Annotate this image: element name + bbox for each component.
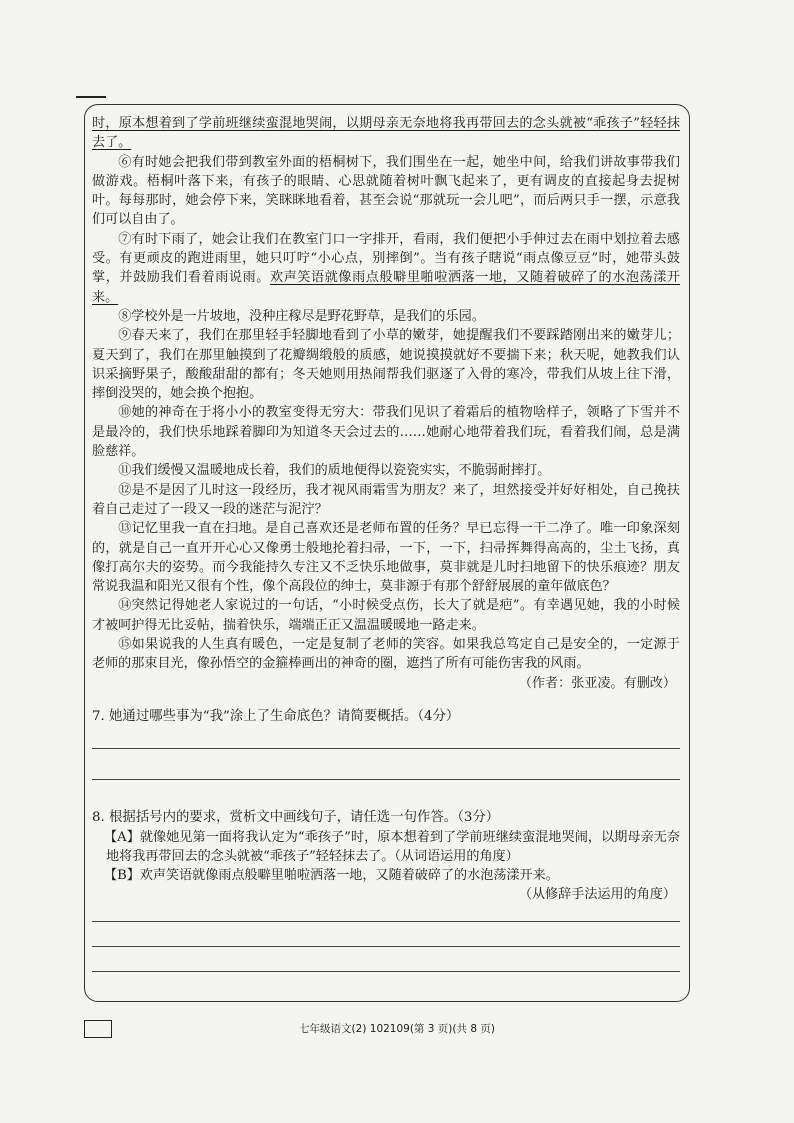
answer-line[interactable] — [92, 971, 680, 972]
paragraph-13: ⑬记忆里我一直在扫地。是自己喜欢还是老师布置的任务？早已忘得一干二净了。唯一印象深刻的，就是自己一直开开心心又像勇士般地抡着扫帚，一下，一下，扫帚挥舞得高高的，尘土飞扬，真像打高尔夫的姿势。而今我能持久专注又不乏快乐地做事，莫非就是儿时扫地留下的快乐痕迹？朋友常说我温和阳光又很有个性，像个高段位的绅士，莫非源于有那个舒舒展展的童年做底色？ — [92, 521, 680, 595]
question-8-option-b-note: （从修辞手法运用的角度） — [518, 887, 676, 903]
paragraph-12: ⑫是不是因了儿时这一段经历，我才视风雨霜雪为朋友？来了，坦然接受并好好相处，自己挽扶着自己走过了一段又一段的迷茫与泥泞？ — [92, 482, 680, 517]
question-8-option-b: 【B】欢声笑语就像雨点般噼里啪啦洒落一地，又随着破碎了的水泡荡漾开来。 — [104, 868, 559, 884]
paragraph-8: ⑧学校外是一片坡地，没种庄稼尽是野花野草，是我们的乐园。 — [118, 308, 485, 324]
question-8-option-a: 【A】就像她见第一面将我认定为“乖孩子”时，原本想着到了学前班继续蛮混地哭闹，以期母亲无奈地将我再带回去的念头就被“乖孩子”轻轻抹去了。（从词语运用的角度） — [104, 829, 680, 864]
author-credit: （作者：张亚凌。有删改） — [518, 675, 676, 691]
paragraph-15: ⑮如果说我的人生真有暖色，一定是复制了老师的笑容。如果我总笃定自己是安全的，一定源于老师的那束目光，像孙悟空的金箍棒画出的神奇的圈，遮挡了所有可能伤害我的风雨。 — [92, 637, 680, 672]
paragraph-start: 时，原本想着到了学前班继续蛮混地哭闹，以期母亲无奈地将我再带回去的念头就被“乖孩子”轻轻抹去了。 — [92, 116, 680, 151]
paragraph-7-underlined: 欢声笑语就像雨点般噼里啪啦洒落一地，又随着破碎了的水泡荡漾开来。 — [92, 270, 681, 305]
page-footer: 七年级语文(2) 102109(第 3 页)(共 8 页) — [299, 1023, 495, 1035]
question-8: 8. 根据括号内的要求，赏析文中画线句子，请任选一句作答。（3分） — [92, 810, 500, 826]
question-7: 7. 她通过哪些事为“我”涂上了生命底色？请简要概括。（4分） — [92, 708, 460, 724]
paragraph-7 — [92, 230, 680, 307]
reading-passage — [92, 114, 680, 972]
paragraph-14: ⑭突然记得她老人家说过的一句话，“小时候受点伤，长大了就是疤”。有幸遇见她，我的小时候才被呵护得无比妥帖，揣着快乐，端端正正又温温暖暖地一路走来。 — [92, 598, 680, 633]
paragraph-9: ⑨春天来了，我们在那里轻手轻脚地看到了小草的嫩芽，她提醒我们不要踩踏刚出来的嫩芽儿；夏天到了，我们在那里触摸到了花瓣绸缎般的质感，她说摸摸就好不要揣下来；秋天呢，她教我们认识采摘野果子，酸酸甜甜的都有；冬天她则用热闹帮我们驱逐了入骨的寒冷，带我们从坡上往下滑，摔倒没哭的，她会换个抱抱。 — [92, 328, 680, 402]
corner-mark — [76, 96, 106, 98]
paragraph-6: ⑥有时她会把我们带到教室外面的梧桐树下，我们围坐在一起，她坐中间，给我们讲故事带我们做游戏。梧桐叶落下来，有孩子的眼睛、心思就随着树叶飘飞起来了，更有调皮的直接起身去捉树叶。每每那时，她会停下来，笑眯眯地看着，甚至会说“那就玩一会儿吧”，而后两只手一摆，示意我们可以自由了。 — [92, 154, 680, 228]
paragraph-11: ⑪我们缓慢又温暖地成长着，我们的质地便得以瓷瓷实实，不脆弱耐摔打。 — [118, 463, 551, 479]
paragraph-7-text: ⑦有时下雨了，她会让我们在教室门口一字排开，看雨，我们便把小手伸过去在雨中划拉着去感受。有更顽皮的跑进雨里，她只叮咛“小心点，别摔倒”。当有孩子瞎说“雨点像豆豆”时，她带头鼓掌，并鼓励我们看着雨说雨。 — [92, 231, 680, 286]
paragraph-10: ⑩她的神奇在于将小小的教室变得无穷大：带我们见识了着霜后的植物啥样子，领略了下雪并不是最冷的，我们快乐地踩着脚印为知道冬天会过去的……她耐心地带着我们玩，看着我们闹，总是满脸慈祥。 — [92, 405, 680, 460]
